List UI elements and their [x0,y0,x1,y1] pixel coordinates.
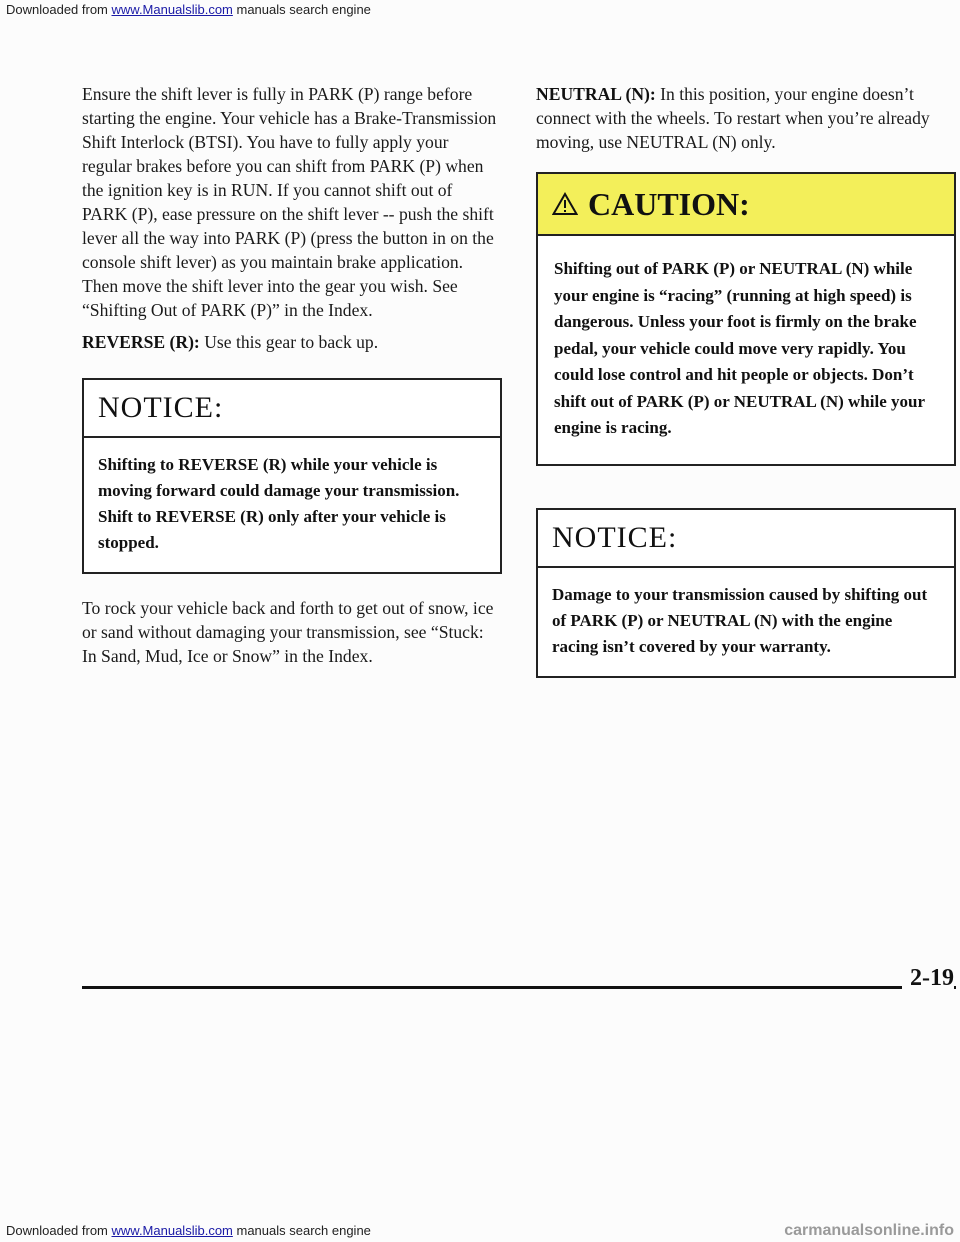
download-header [6,2,371,17]
reverse-text: Use this gear to back up. [199,332,379,352]
manualslib-link[interactable]: www.Manualslib.com [111,2,233,17]
download-footer [6,1223,371,1238]
shift-lever-paragraph: Ensure the shift lever is fully in PARK (P) range before starting the engine. Your vehicle has a Brake-Transmission Shift Interlock (BTSI). You have to fully apply your regular brakes before you can shift from PARK (P) when the ignition key is in RUN. If you cannot shift out of PARK (P), ease pressure on the shift lever -- push the shift lever all the way into PARK (P) (press the button in on the console shift lever) as you maintain brake application. Then move the shift lever into the gear you wish. See “Shifting Out of PARK (P)” in the Index. [82,84,497,320]
rock-vehicle-paragraph: To rock your vehicle back and forth to get out of snow, ice or sand without damaging your transmission, see “Stuck: In Sand, Mud, Ice or Snow” in the Index. [82,598,494,666]
notice-body: Shifting to REVERSE (R) while your vehicle is moving forward could damage your transmission. Shift to REVERSE (R) only after your vehicle is stopped. [98,455,460,552]
watermark: carmanualsonline.info [784,1222,954,1239]
header-suffix: manuals search engine [232,2,371,17]
notice-title: NOTICE: [84,380,500,438]
left-column [82,82,502,668]
warning-triangle-icon [552,192,578,216]
neutral-paragraph [536,82,956,154]
footer-suffix: manuals search engine [232,1223,371,1238]
notice-title-2: NOTICE: [538,510,954,568]
reverse-label: REVERSE (R): [82,332,200,352]
reverse-paragraph [82,330,502,354]
page-number: 2-19 [902,965,954,992]
footer-prefix: Downloaded from [6,1223,112,1238]
notice-box-warranty [536,508,956,678]
caution-body: Shifting out of PARK (P) or NEUTRAL (N) while your engine is “racing” (running at high speed) is dangerous. Unless your foot is firmly on the brake pedal, your vehicle could move very rapidly. You could lose control and hit people or objects. Don’t shift out of PARK (P) or NEUTRAL (N) while your engine is racing. [554,259,925,437]
neutral-label: NEUTRAL (N): [536,84,656,104]
notice-body-2: Damage to your transmission caused by shifting out of PARK (P) or NEUTRAL (N) with the engine racing isn’t covered by your warranty. [552,584,928,656]
caution-header [538,174,954,236]
caution-title: CAUTION: [588,185,750,222]
right-column [536,82,956,678]
notice-box-reverse [82,378,502,574]
manualslib-link-footer[interactable]: www.Manualslib.com [111,1223,233,1238]
caution-box [536,172,956,466]
page-rule [82,986,956,989]
neutral-text: In this position, your engine doesn’t connect with the wheels. To restart when you’re already moving, use NEUTRAL (N) only. [536,84,930,152]
header-prefix: Downloaded from [6,2,112,17]
